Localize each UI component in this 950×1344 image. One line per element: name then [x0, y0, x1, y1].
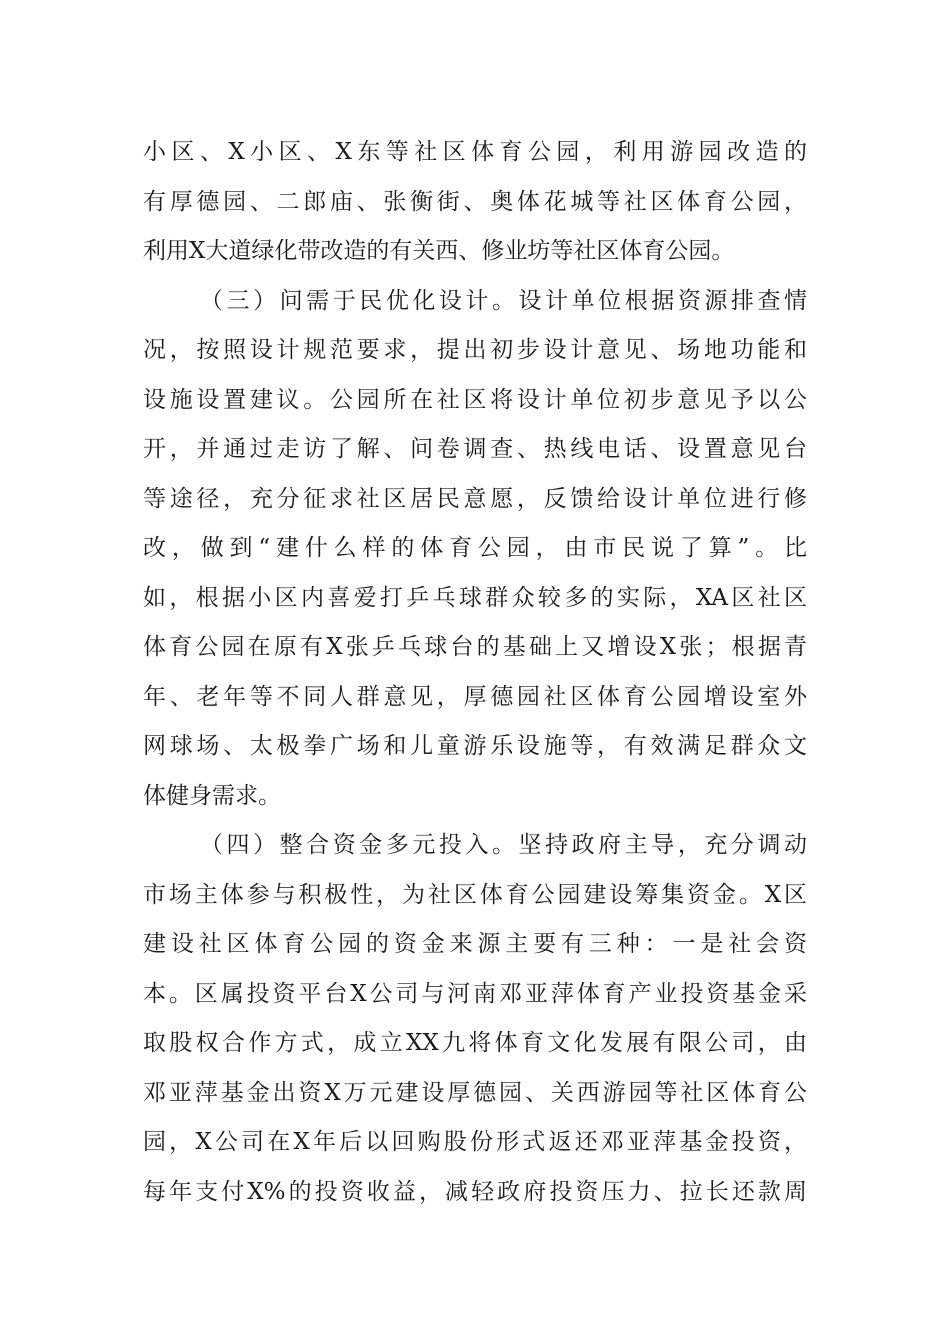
text-line: 有厚德园、二郎庙、张衡街、奥体花城等社区体育公园，: [143, 189, 807, 215]
section-heading-line: （三）问需于民优化设计。设计单位根据资源排查情: [200, 288, 807, 314]
text-line: 建设社区体育公园的资金来源主要有三种：一是社会资: [143, 931, 807, 957]
text-line: 改，做到“建什么样的体育公园，由市民说了算”。比: [143, 535, 807, 561]
text-line: 利用X大道绿化带改造的有关西、修业坊等社区体育公园。: [143, 238, 735, 264]
text-line: 开，并通过走访了解、问卷调查、热线电话、设置意见台: [143, 436, 807, 462]
text-line: 取股权合作方式，成立XX九将体育文化发展有限公司，由: [143, 1030, 807, 1056]
section-heading-line: （四）整合资金多元投入。坚持政府主导，充分调动: [200, 832, 807, 858]
text-line: 等途径，充分征求社区居民意愿，反馈给设计单位进行修: [143, 486, 807, 512]
text-line: 体健身需求。: [143, 783, 281, 809]
text-line: 网球场、太极拳广场和儿童游乐设施等，有效满足群众文: [143, 733, 807, 759]
text-line: 体育公园在原有X张乒乓球台的基础上又增设X张；根据青: [143, 634, 807, 660]
text-line: 况，按照设计规范要求，提出初步设计意见、场地功能和: [143, 337, 807, 363]
text-line: 本。区属投资平台X公司与河南邓亚萍体育产业投资基金采: [143, 981, 807, 1007]
text-line: 年、老年等不同人群意见，厚德园社区体育公园增设室外: [143, 684, 807, 710]
text-line: 邓亚萍基金出资X万元建设厚德园、关西游园等社区体育公: [143, 1080, 807, 1106]
text-line: 小区、X小区、X东等社区体育公园，利用游园改造的: [143, 139, 807, 165]
text-line: 园，X公司在X年后以回购股份形式返还邓亚萍基金投资，: [143, 1129, 807, 1155]
text-line: 如，根据小区内喜爱打乒乓球群众较多的实际，XA区社区: [143, 585, 807, 611]
text-line: 每年支付X%的投资收益，减轻政府投资压力、拉长还款周: [143, 1179, 807, 1205]
text-line: 市场主体参与积极性，为社区体育公园建设筹集资金。X区: [143, 882, 807, 908]
text-line: 设施设置建议。公园所在社区将设计单位初步意见予以公: [143, 387, 807, 413]
